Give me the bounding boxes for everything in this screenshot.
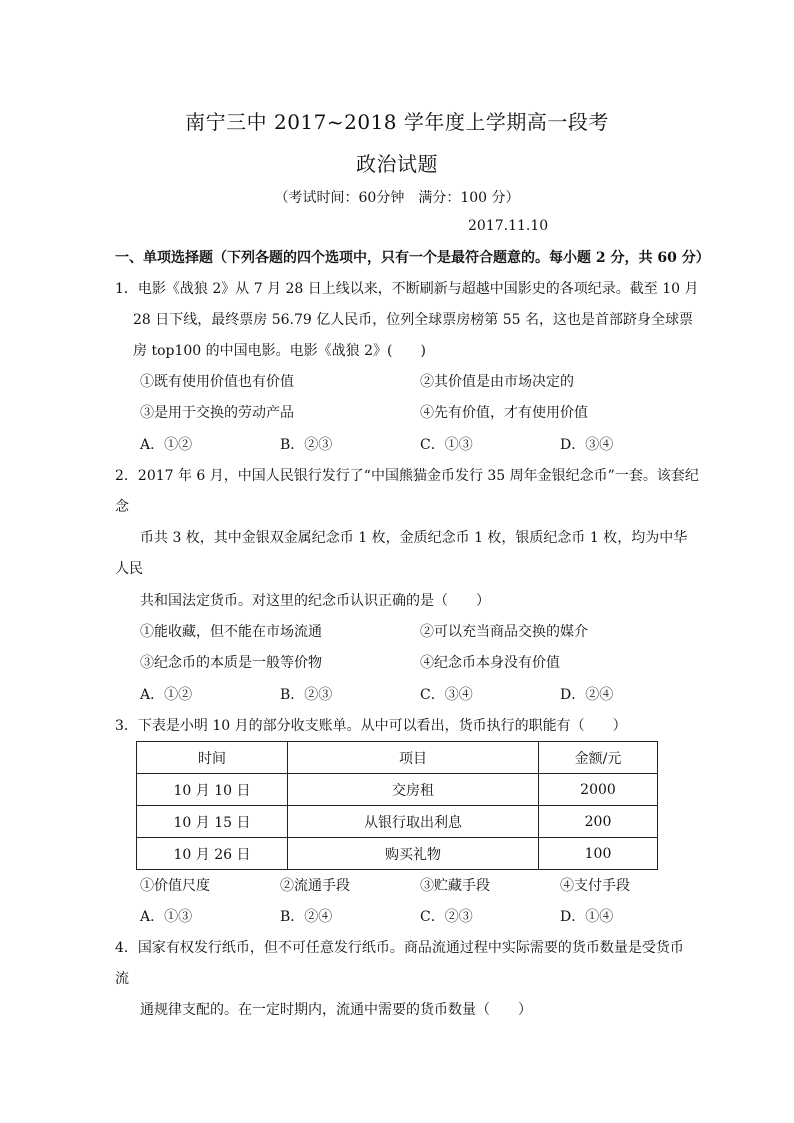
q3-statement-4: ④支付手段 (560, 878, 630, 894)
q3-stem-line1: 3．下表是小明 10 月的部分收支账单。从中可以看出，货币执行的职能有（ ） (115, 718, 627, 734)
q2-stem-line4: 人民 (115, 561, 143, 577)
table-row (137, 806, 658, 838)
q1-option-d: D．③④ (560, 437, 614, 453)
q3-option-a: A．①③ (140, 909, 193, 925)
table-header-item: 项目 (288, 742, 539, 774)
q2-statement-4: ④纪念币本身没有价值 (420, 655, 560, 671)
q1-stem-line2: 28 日下线，最终票房 56.79 亿人民币，位列全球票房榜第 55 名，这也是首部跻身全球票 (133, 312, 693, 328)
q2-option-a: A．①② (140, 687, 193, 703)
q3-statement-3: ③贮藏手段 (420, 878, 490, 894)
q1-statement-1: ①既有使用价值也有价值 (140, 374, 294, 390)
q1-option-a: A．①② (140, 437, 193, 453)
q1-stem-line1: 1．电影《战狼 2》从 7 月 28 日上线以来，不断刷新与超越中国影史的各项纪录。截至 10 月 (115, 281, 699, 297)
q2-stem-line5: 共和国法定货币。对这里的纪念币认识正确的是（ ） (140, 593, 490, 609)
q3-statement-1: ①价值尺度 (140, 878, 210, 894)
q1-statement-2: ②其价值是由市场决定的 (420, 374, 574, 390)
q3-statement-2: ②流通手段 (280, 878, 350, 894)
q2-stem-line3: 币共 3 枚，其中金银双金属纪念币 1 枚，金质纪念币 1 枚，银质纪念币 1 枚，均为中华 (140, 530, 688, 546)
table-cell-amount: 2000 (539, 774, 658, 806)
exam-date: 2017.11.10 (468, 218, 549, 234)
q2-statement-2: ②可以充当商品交换的媒介 (420, 624, 588, 640)
table-row (137, 838, 658, 870)
section-heading: 一、单项选择题（下列各题的四个选项中，只有一个是最符合题意的。每小题 2 分，共 60 分） (115, 250, 710, 266)
q2-stem-line1: 2．2017 年 6 月，中国人民银行发行了“中国熊猫金币发行 35 周年金银纪念币”一套。该套纪 (115, 468, 699, 484)
exam-title: 南宁三中 2017~2018 学年度上学期高一段考 (185, 110, 609, 134)
table-cell-time: 10 月 15 日 (137, 806, 288, 838)
table-header-row (137, 742, 658, 774)
q3-option-b: B．②④ (280, 909, 333, 925)
table-header-amount: 金额/元 (539, 742, 658, 774)
subject-title: 政治试题 (356, 152, 438, 176)
q1-stem-line3: 房 top100 的中国电影。电影《战狼 2》( ) (133, 343, 426, 359)
q4-stem-line2: 流 (115, 971, 129, 987)
q1-option-c: C．①③ (420, 437, 473, 453)
q4-stem-line1: 4．国家有权发行纸币，但不可任意发行纸币。商品流通过程中实际需要的货币数量是受货币 (115, 940, 684, 956)
q2-statement-1: ①能收藏，但不能在市场流通 (140, 624, 322, 640)
table-cell-time: 10 月 26 日 (137, 838, 288, 870)
table-row (137, 774, 658, 806)
q1-statement-3: ③是用于交换的劳动产品 (140, 405, 294, 421)
q2-option-c: C．③④ (420, 687, 473, 703)
table-cell-item: 交房租 (288, 774, 539, 806)
q3-option-d: D．①④ (560, 909, 614, 925)
q2-stem-line2: 念 (115, 499, 129, 515)
table-cell-amount: 200 (539, 806, 658, 838)
table-cell-item: 购买礼物 (288, 838, 539, 870)
exam-info: （考试时间：60分钟 满分：100 分） (274, 190, 520, 206)
table-cell-item: 从银行取出利息 (288, 806, 539, 838)
table-header-time: 时间 (137, 742, 288, 774)
account-table (136, 741, 658, 870)
q1-option-b: B．②③ (280, 437, 333, 453)
q2-statement-3: ③纪念币的本质是一般等价物 (140, 655, 322, 671)
q2-option-d: D．②④ (560, 687, 614, 703)
table-cell-time: 10 月 10 日 (137, 774, 288, 806)
q2-option-b: B．②③ (280, 687, 333, 703)
q1-statement-4: ④先有价值，才有使用价值 (420, 405, 588, 421)
table-cell-amount: 100 (539, 838, 658, 870)
q4-stem-line3: 通规律支配的。在一定时期内，流通中需要的货币数量（ ） (140, 1002, 532, 1018)
q3-option-c: C．②③ (420, 909, 473, 925)
